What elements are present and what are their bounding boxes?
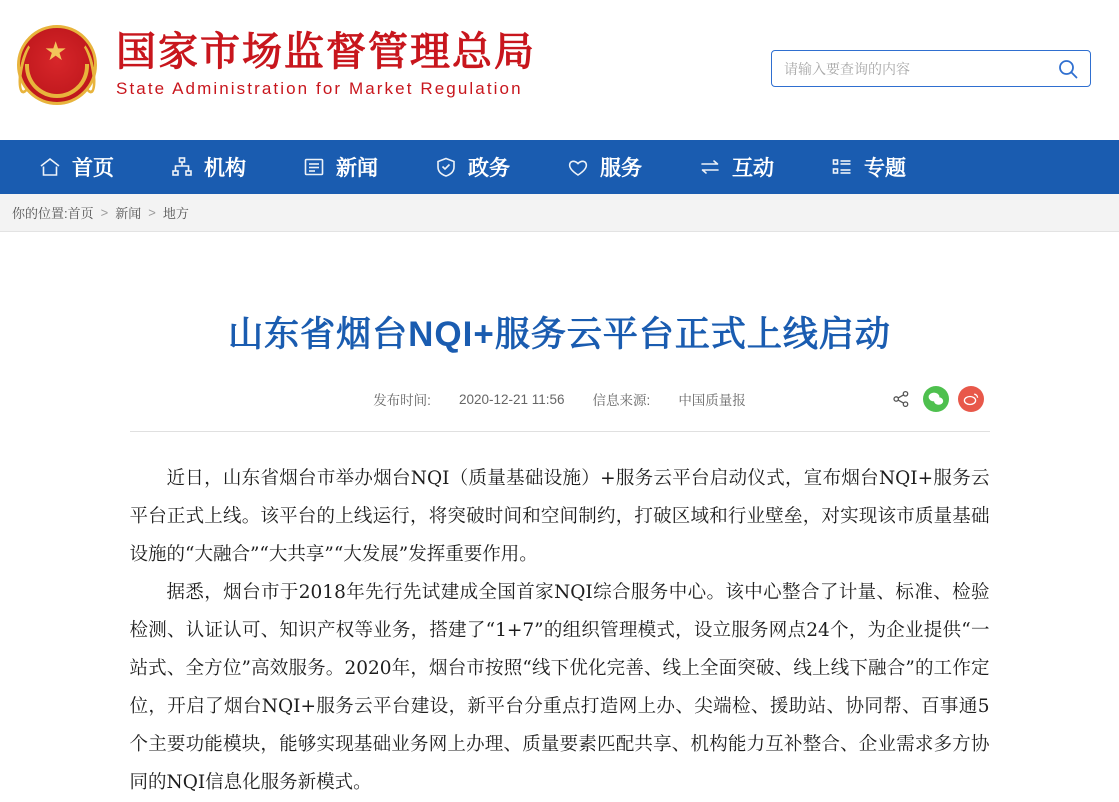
national-emblem-icon <box>14 22 100 108</box>
main-navigation <box>0 140 1119 194</box>
article-meta <box>130 389 990 409</box>
brand-title-cn: 国家市场监督管理总局 <box>116 30 536 74</box>
home-icon <box>38 155 62 179</box>
source-value: 中国质量报 <box>678 393 746 409</box>
breadcrumb-item-local[interactable]: 地方 <box>162 206 189 221</box>
share-group <box>888 386 984 412</box>
search-button[interactable] <box>1046 51 1090 86</box>
brand-text <box>116 29 536 101</box>
breadcrumb-item-news[interactable]: 新闻 <box>115 206 142 221</box>
nav-item-services[interactable] <box>538 140 670 194</box>
breadcrumb-item-home[interactable]: 首页 <box>67 206 94 221</box>
shield-icon <box>434 155 458 179</box>
publish-time-label: 发布时间: <box>373 393 431 409</box>
source-label: 信息来源: <box>592 393 651 409</box>
page-title: 山东省烟台NQI+服务云平台正式上线启动 <box>228 315 891 355</box>
breadcrumb-prefix: 你的位置: <box>12 206 68 221</box>
breadcrumb-separator: > <box>100 205 109 220</box>
share-icon[interactable] <box>888 386 914 412</box>
exchange-icon <box>698 155 722 179</box>
site-brand[interactable] <box>14 22 536 108</box>
article-paragraph: 近日，山东省烟台市举办烟台NQI（质量基础设施）+服务云平台启动仪式，宣布烟台NQI+服务云平台正式上线。该平台的上线运行，将突破时间和空间制约，打破区域和行业壁垒，对实现该市质量基础设施的“大融合”“大共享”“大发展”发挥重要作用。 <box>129 468 990 566</box>
breadcrumb <box>0 194 1119 232</box>
nav-label: 服务 <box>600 157 642 180</box>
nav-label: 首页 <box>72 157 114 180</box>
search-input[interactable] <box>772 51 1046 86</box>
nav-item-news[interactable] <box>274 140 406 194</box>
nav-label: 专题 <box>864 157 906 180</box>
search-box[interactable] <box>771 50 1091 87</box>
nav-item-organization[interactable] <box>142 140 274 194</box>
heart-icon <box>566 155 590 179</box>
nav-item-topics[interactable] <box>802 140 934 194</box>
article <box>130 232 990 802</box>
search-icon <box>1057 58 1079 80</box>
breadcrumb-separator: > <box>148 205 156 220</box>
grid-list-icon <box>830 155 854 179</box>
org-chart-icon <box>170 155 194 179</box>
nav-label: 机构 <box>204 157 246 180</box>
meta-divider <box>130 431 990 432</box>
nav-item-government-affairs[interactable] <box>406 140 538 194</box>
brand-title-en: State Administration for Market Regulation <box>116 79 523 98</box>
nav-label: 政务 <box>468 157 510 180</box>
weibo-icon[interactable] <box>958 386 984 412</box>
publish-time-value: 2020-12-21 11:56 <box>458 391 565 407</box>
nav-item-home[interactable] <box>10 140 142 194</box>
site-header <box>0 0 1119 140</box>
article-paragraph: 据悉，烟台市于2018年先行先试建成全国首家NQI综合服务中心。该中心整合了计量、标准、检验检测、认证认可、知识产权等业务，搭建了“1+7”的组织管理模式，设立服务网点24个，为企业提供“一站式、全方位”高效服务。2020年，烟台市按照“线下优化完善、线上全面突破、线上线下融合”的工作定位，开启了烟台NQI+服务云平台建设，新平台分重点打造网上办、尖端检、援助站、协同帮、百事通5个主要功能模块，能够实现基础业务网上办理、质量要素匹配共享、机构能力互补整合、企业需求多方协同的NQI信息化服务新模式。 <box>129 582 990 794</box>
nav-label: 新闻 <box>336 157 378 180</box>
article-body <box>130 460 990 802</box>
nav-item-interaction[interactable] <box>670 140 802 194</box>
news-icon <box>302 155 326 179</box>
wechat-icon[interactable] <box>923 386 949 412</box>
nav-label: 互动 <box>732 157 774 180</box>
